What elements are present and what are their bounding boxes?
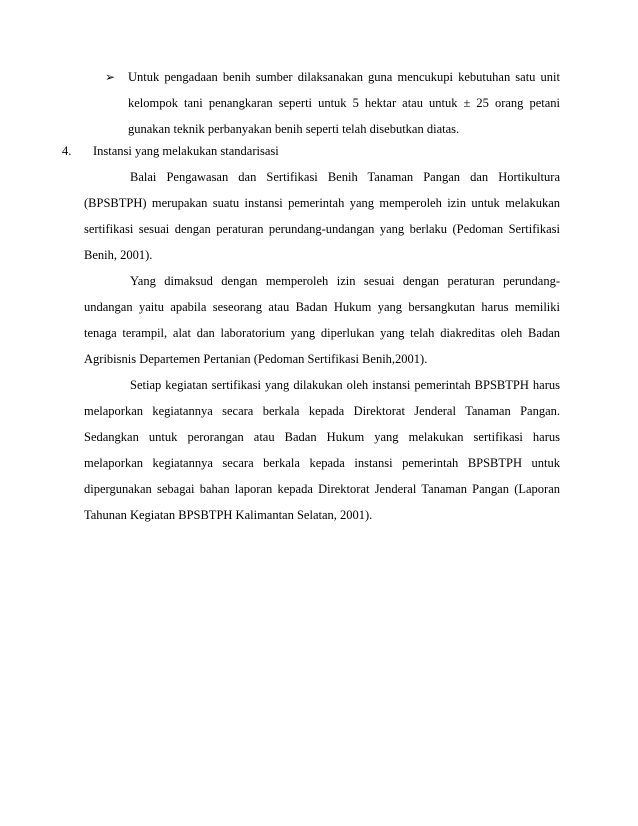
paragraph-line: (BPSBTPH) merupakan suatu instansi pemerintah yang memperoleh izin untuk melakukan [84, 196, 560, 210]
bullet-line: Untuk pengadaan benih sumber dilaksanakan guna mencukupi kebutuhan satu unit [128, 70, 560, 84]
paragraph-line: Benih, 2001). [84, 248, 153, 262]
paragraph-line: Sedangkan untuk perorangan atau Badan Hukum yang melakukan sertifikasi harus [84, 430, 560, 444]
paragraph-line: melaporkan kegiatannya secara berkala kepada Direktorat Jenderal Tanaman Pangan. [84, 404, 560, 418]
paragraph-line: Setiap kegiatan sertifikasi yang dilakukan oleh instansi pemerintah BPSBTPH harus [130, 378, 560, 392]
paragraph-line: melaporkan kegiatannya secara berkala kepada instansi pemerintah BPSBTPH untuk [84, 456, 560, 470]
paragraph-line: Tahunan Kegiatan BPSBTPH Kalimantan Selatan, 2001). [84, 508, 373, 522]
arrow-bullet-icon: ➢ [105, 70, 116, 84]
bullet-line: gunakan teknik perbanyakan benih seperti telah disebutkan diatas. [128, 122, 460, 136]
paragraph-line: Yang dimaksud dengan memperoleh izin sesuai dengan peraturan perundang- [130, 274, 560, 288]
paragraph-line: tenaga terampil, alat dan laboratorium yang diperlukan yang telah diakreditas oleh Badan [84, 326, 560, 340]
bullet-item [105, 64, 560, 142]
paragraph-line: Balai Pengawasan dan Sertifikasi Benih Tanaman Pangan dan Hortikultura [130, 170, 560, 184]
paragraph-line: dipergunakan sebagai bahan laporan kepada Direktorat Jenderal Tanaman Pangan (Laporan [84, 482, 560, 496]
paragraph [84, 372, 560, 528]
paragraph-line: sertifikasi sesuai dengan peraturan perundang-undangan yang berlaku (Pedoman Sertifikasi [84, 222, 560, 236]
bullet-line: kelompok tani penangkaran seperti untuk 5 hektar atau untuk ± 25 orang petani [128, 96, 560, 110]
paragraph-line: Agribisnis Departemen Pertanian (Pedoman Sertifikasi Benih,2001). [84, 352, 428, 366]
paragraph-line: undangan yaitu apabila seseorang atau Badan Hukum yang bersangkutan harus memiliki [84, 300, 560, 314]
section-title: Instansi yang melakukan standarisasi [93, 144, 279, 158]
paragraph [84, 268, 560, 372]
section-number: 4. [62, 144, 72, 158]
paragraph [84, 164, 560, 268]
